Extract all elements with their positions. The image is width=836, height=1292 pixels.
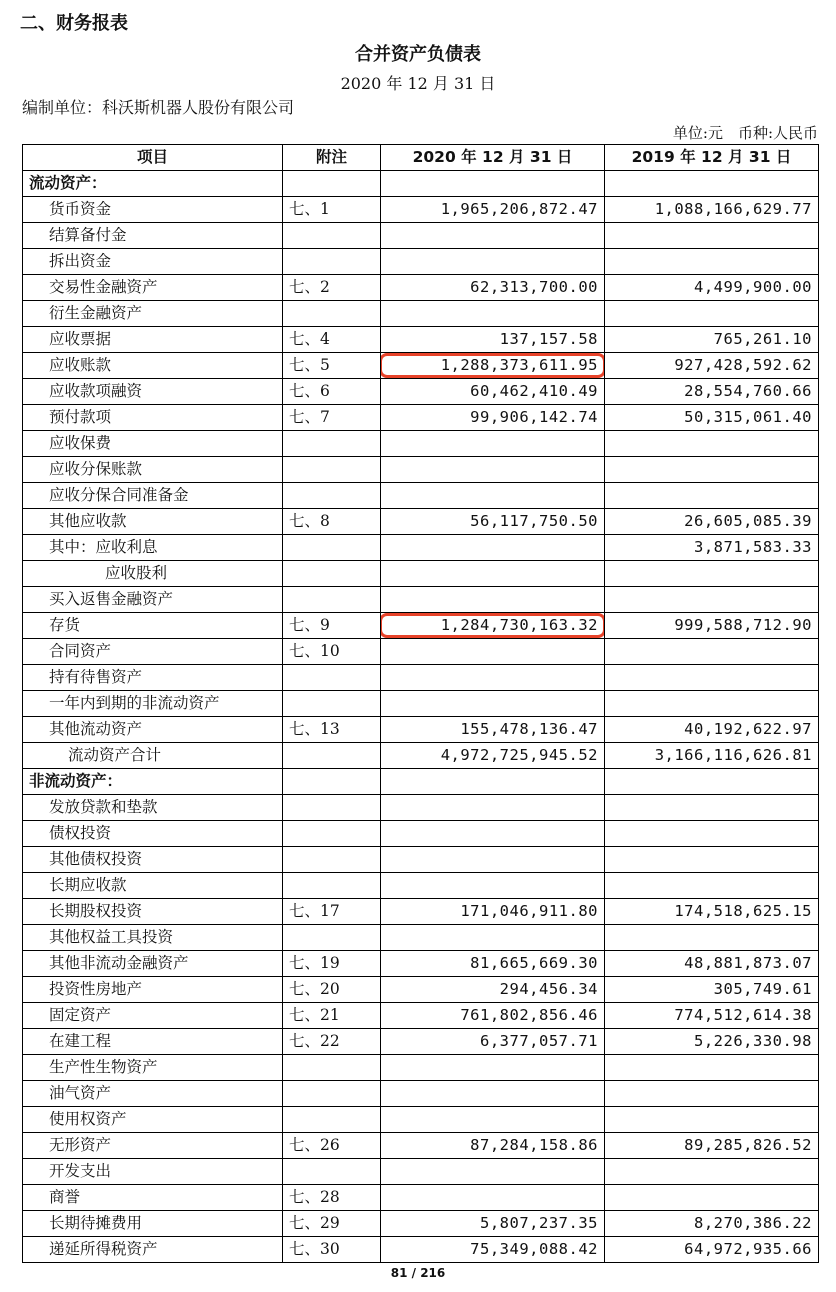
- row-note: [283, 795, 381, 821]
- value-current-text: 137,157.58: [499, 330, 598, 348]
- table-row: [23, 1055, 819, 1081]
- row-item-label: 长期待摊费用: [23, 1211, 283, 1237]
- row-item-label: 固定资产: [23, 1003, 283, 1029]
- row-value-prior: 40,192,622.97: [605, 717, 819, 743]
- row-value-current: [381, 613, 605, 639]
- table-row: [23, 587, 819, 613]
- row-note: 七、13: [283, 717, 381, 743]
- reporting-entity: 编制单位：科沃斯机器人股份有限公司: [22, 98, 295, 117]
- row-item-label: 油气资产: [23, 1081, 283, 1107]
- row-note: [283, 301, 381, 327]
- row-item-label: 应收分保账款: [23, 457, 283, 483]
- row-value-prior: [605, 795, 819, 821]
- row-value-prior: [605, 691, 819, 717]
- row-value-prior: [605, 1159, 819, 1185]
- row-value-prior: [605, 301, 819, 327]
- row-item-label: 递延所得税资产: [23, 1237, 283, 1263]
- row-note: 七、29: [283, 1211, 381, 1237]
- row-value-current: [381, 483, 605, 509]
- row-item-label: 其他非流动金融资产: [23, 951, 283, 977]
- row-note: 七、7: [283, 405, 381, 431]
- table-row: [23, 379, 819, 405]
- table-row: [23, 561, 819, 587]
- row-value-prior: 48,881,873.07: [605, 951, 819, 977]
- row-value-current: [381, 535, 605, 561]
- row-value-prior: [605, 249, 819, 275]
- value-current-text: 155,478,136.47: [460, 720, 598, 738]
- row-value-prior: [605, 769, 819, 795]
- row-value-prior: [605, 847, 819, 873]
- row-value-prior: [605, 1185, 819, 1211]
- row-note: 七、28: [283, 1185, 381, 1211]
- row-value-current: [381, 223, 605, 249]
- row-note: [283, 769, 381, 795]
- row-item-label: 使用权资产: [23, 1107, 283, 1133]
- row-item-label: 流动资产合计: [23, 743, 283, 769]
- table-row: [23, 197, 819, 223]
- row-value-current: [381, 1133, 605, 1159]
- value-current-text: 1,284,730,163.32: [440, 616, 598, 634]
- row-note: 七、1: [283, 197, 381, 223]
- value-current-text: 1,288,373,611.95: [440, 356, 598, 374]
- table-row: [23, 275, 819, 301]
- row-value-current: [381, 769, 605, 795]
- row-value-current: [381, 1003, 605, 1029]
- row-note: 七、2: [283, 275, 381, 301]
- row-value-current: [381, 925, 605, 951]
- row-note: [283, 457, 381, 483]
- table-row: [23, 821, 819, 847]
- row-value-current: [381, 1055, 605, 1081]
- row-value-prior: 4,499,900.00: [605, 275, 819, 301]
- value-current-text: 6,377,057.71: [480, 1032, 598, 1050]
- row-value-current: [381, 405, 605, 431]
- row-value-prior: 174,518,625.15: [605, 899, 819, 925]
- row-value-prior: 999,588,712.90: [605, 613, 819, 639]
- row-item-label: 商誉: [23, 1185, 283, 1211]
- row-value-current: [381, 1211, 605, 1237]
- value-current-text: 56,117,750.50: [470, 512, 598, 530]
- row-value-current: [381, 301, 605, 327]
- row-value-current: [381, 795, 605, 821]
- row-note: 七、30: [283, 1237, 381, 1263]
- row-note: [283, 249, 381, 275]
- table-row: [23, 717, 819, 743]
- row-item-label: 其他权益工具投资: [23, 925, 283, 951]
- row-item-label: 在建工程: [23, 1029, 283, 1055]
- row-item-label: 发放贷款和垫款: [23, 795, 283, 821]
- row-value-prior: 89,285,826.52: [605, 1133, 819, 1159]
- value-current-text: 4,972,725,945.52: [440, 746, 598, 764]
- row-note: [283, 1107, 381, 1133]
- row-value-current: [381, 1185, 605, 1211]
- table-row: [23, 1159, 819, 1185]
- row-note: 七、22: [283, 1029, 381, 1055]
- row-note: [283, 223, 381, 249]
- row-value-current: [381, 1237, 605, 1263]
- table-row: [23, 1081, 819, 1107]
- row-note: [283, 847, 381, 873]
- row-item-label: 开发支出: [23, 1159, 283, 1185]
- column-header-note: 附注: [283, 145, 381, 171]
- table-row: [23, 535, 819, 561]
- row-item-label: 买入返售金融资产: [23, 587, 283, 613]
- row-item-label: 长期股权投资: [23, 899, 283, 925]
- row-note: [283, 873, 381, 899]
- row-note: [283, 665, 381, 691]
- row-note: 七、6: [283, 379, 381, 405]
- row-item-label: 交易性金融资产: [23, 275, 283, 301]
- row-note: [283, 1159, 381, 1185]
- row-note: 七、10: [283, 639, 381, 665]
- value-current-text: 171,046,911.80: [460, 902, 598, 920]
- row-value-current: [381, 353, 605, 379]
- table-row: [23, 483, 819, 509]
- row-value-prior: [605, 665, 819, 691]
- table-row: [23, 405, 819, 431]
- table-header: [23, 145, 819, 171]
- row-note: [283, 431, 381, 457]
- row-value-current: [381, 457, 605, 483]
- value-current-text: 75,349,088.42: [470, 1240, 598, 1258]
- table-row: [23, 769, 819, 795]
- row-value-current: [381, 1029, 605, 1055]
- row-item-label: 流动资产：: [23, 171, 283, 197]
- value-current-text: 99,906,142.74: [470, 408, 598, 426]
- row-note: [283, 821, 381, 847]
- row-item-label: 其他债权投资: [23, 847, 283, 873]
- row-note: [283, 171, 381, 197]
- row-value-prior: 305,749.61: [605, 977, 819, 1003]
- section-heading: 二、财务报表: [20, 13, 128, 34]
- row-item-label: 合同资产: [23, 639, 283, 665]
- table-row: [23, 1029, 819, 1055]
- row-item-label: 一年内到期的非流动资产: [23, 691, 283, 717]
- row-value-current: [381, 509, 605, 535]
- row-value-prior: [605, 821, 819, 847]
- row-value-prior: [605, 925, 819, 951]
- column-header-prior: 2019 年 12 月 31 日: [605, 145, 819, 171]
- report-title: 合并资产负债表: [355, 44, 481, 65]
- row-value-current: [381, 379, 605, 405]
- row-value-current: [381, 1081, 605, 1107]
- row-value-prior: 8,270,386.22: [605, 1211, 819, 1237]
- row-value-prior: [605, 873, 819, 899]
- row-note: 七、5: [283, 353, 381, 379]
- row-item-label: 衍生金融资产: [23, 301, 283, 327]
- value-current-text: 294,456.34: [499, 980, 598, 998]
- row-value-current: [381, 275, 605, 301]
- row-value-prior: [605, 1081, 819, 1107]
- row-item-label: 其他应收款: [23, 509, 283, 535]
- row-value-current: [381, 1159, 605, 1185]
- table-row: [23, 171, 819, 197]
- row-value-current: [381, 951, 605, 977]
- row-value-prior: [605, 561, 819, 587]
- row-item-label: 拆出资金: [23, 249, 283, 275]
- row-item-label: 持有待售资产: [23, 665, 283, 691]
- row-value-prior: 3,871,583.33: [605, 535, 819, 561]
- row-note: [283, 925, 381, 951]
- row-note: 七、20: [283, 977, 381, 1003]
- row-value-current: [381, 171, 605, 197]
- row-item-label: 长期应收款: [23, 873, 283, 899]
- report-date: 2020 年 12 月 31 日: [340, 74, 496, 93]
- row-item-label: 投资性房地产: [23, 977, 283, 1003]
- row-item-label: 应收股利: [23, 561, 283, 587]
- row-value-prior: 5,226,330.98: [605, 1029, 819, 1055]
- table-row: [23, 353, 819, 379]
- row-value-prior: 50,315,061.40: [605, 405, 819, 431]
- row-item-label: 应收款项融资: [23, 379, 283, 405]
- table-row: [23, 639, 819, 665]
- value-current-text: 62,313,700.00: [470, 278, 598, 296]
- row-value-prior: 765,261.10: [605, 327, 819, 353]
- row-note: [283, 587, 381, 613]
- row-value-current: [381, 587, 605, 613]
- row-value-prior: [605, 223, 819, 249]
- row-item-label: 其中：应收利息: [23, 535, 283, 561]
- row-note: [283, 1081, 381, 1107]
- row-value-current: [381, 717, 605, 743]
- row-value-prior: [605, 483, 819, 509]
- row-value-prior: [605, 1107, 819, 1133]
- table-row: [23, 509, 819, 535]
- row-item-label: 生产性生物资产: [23, 1055, 283, 1081]
- column-header-current: 2020 年 12 月 31 日: [381, 145, 605, 171]
- row-value-current: [381, 1107, 605, 1133]
- row-item-label: 非流动资产：: [23, 769, 283, 795]
- table-row: [23, 1133, 819, 1159]
- row-note: 七、19: [283, 951, 381, 977]
- row-value-current: [381, 821, 605, 847]
- table-row: [23, 691, 819, 717]
- table-row: [23, 743, 819, 769]
- table-row: [23, 951, 819, 977]
- row-value-prior: 774,512,614.38: [605, 1003, 819, 1029]
- value-current-text: 1,965,206,872.47: [440, 200, 598, 218]
- table-row: [23, 327, 819, 353]
- row-value-prior: [605, 1055, 819, 1081]
- row-value-prior: 64,972,935.66: [605, 1237, 819, 1263]
- row-note: 七、4: [283, 327, 381, 353]
- row-value-current: [381, 327, 605, 353]
- row-note: [283, 561, 381, 587]
- value-current-text: 761,802,856.46: [460, 1006, 598, 1024]
- table-row: [23, 665, 819, 691]
- table-row: [23, 1211, 819, 1237]
- row-value-prior: [605, 639, 819, 665]
- value-current-text: 81,665,669.30: [470, 954, 598, 972]
- row-item-label: 结算备付金: [23, 223, 283, 249]
- table-row: [23, 1185, 819, 1211]
- row-item-label: 债权投资: [23, 821, 283, 847]
- row-value-current: [381, 639, 605, 665]
- row-item-label: 应收票据: [23, 327, 283, 353]
- row-value-prior: [605, 431, 819, 457]
- row-note: [283, 691, 381, 717]
- row-value-current: [381, 899, 605, 925]
- row-note: 七、21: [283, 1003, 381, 1029]
- row-value-prior: [605, 171, 819, 197]
- row-value-prior: 3,166,116,626.81: [605, 743, 819, 769]
- row-value-current: [381, 197, 605, 223]
- row-value-current: [381, 847, 605, 873]
- table-row: [23, 1107, 819, 1133]
- row-item-label: 应收账款: [23, 353, 283, 379]
- table-row: [23, 249, 819, 275]
- table-row: [23, 613, 819, 639]
- row-item-label: 无形资产: [23, 1133, 283, 1159]
- row-value-prior: [605, 457, 819, 483]
- row-value-current: [381, 691, 605, 717]
- row-note: [283, 743, 381, 769]
- row-item-label: 其他流动资产: [23, 717, 283, 743]
- value-current-text: 87,284,158.86: [470, 1136, 598, 1154]
- row-note: 七、26: [283, 1133, 381, 1159]
- row-note: 七、17: [283, 899, 381, 925]
- row-item-label: 存货: [23, 613, 283, 639]
- row-item-label: 应收分保合同准备金: [23, 483, 283, 509]
- row-item-label: 预付款项: [23, 405, 283, 431]
- table-row: [23, 223, 819, 249]
- currency-unit: 单位:元 币种:人民币: [672, 124, 818, 142]
- row-value-current: [381, 431, 605, 457]
- table-body: [23, 171, 819, 1263]
- table-row: [23, 873, 819, 899]
- row-value-current: [381, 665, 605, 691]
- table-row: [23, 301, 819, 327]
- row-item-label: 应收保费: [23, 431, 283, 457]
- table-row: [23, 977, 819, 1003]
- row-note: [283, 535, 381, 561]
- row-value-current: [381, 743, 605, 769]
- table-row: [23, 899, 819, 925]
- header-row: [23, 145, 819, 171]
- table-row: [23, 1237, 819, 1263]
- table-row: [23, 1003, 819, 1029]
- table-row: [23, 457, 819, 483]
- value-current-text: 5,807,237.35: [480, 1214, 598, 1232]
- balance-sheet-table: [22, 144, 819, 1263]
- page-number: 81 / 216: [390, 1266, 446, 1280]
- row-value-current: [381, 249, 605, 275]
- row-value-prior: [605, 587, 819, 613]
- row-value-current: [381, 977, 605, 1003]
- column-header-item: 项目: [23, 145, 283, 171]
- row-value-prior: 927,428,592.62: [605, 353, 819, 379]
- row-value-prior: 28,554,760.66: [605, 379, 819, 405]
- row-value-current: [381, 561, 605, 587]
- row-note: 七、9: [283, 613, 381, 639]
- row-value-prior: 26,605,085.39: [605, 509, 819, 535]
- row-note: [283, 1055, 381, 1081]
- table-row: [23, 431, 819, 457]
- row-value-prior: 1,088,166,629.77: [605, 197, 819, 223]
- table-row: [23, 925, 819, 951]
- table-row: [23, 847, 819, 873]
- table-row: [23, 795, 819, 821]
- row-item-label: 货币资金: [23, 197, 283, 223]
- row-value-current: [381, 873, 605, 899]
- value-current-text: 60,462,410.49: [470, 382, 598, 400]
- row-note: [283, 483, 381, 509]
- row-note: 七、8: [283, 509, 381, 535]
